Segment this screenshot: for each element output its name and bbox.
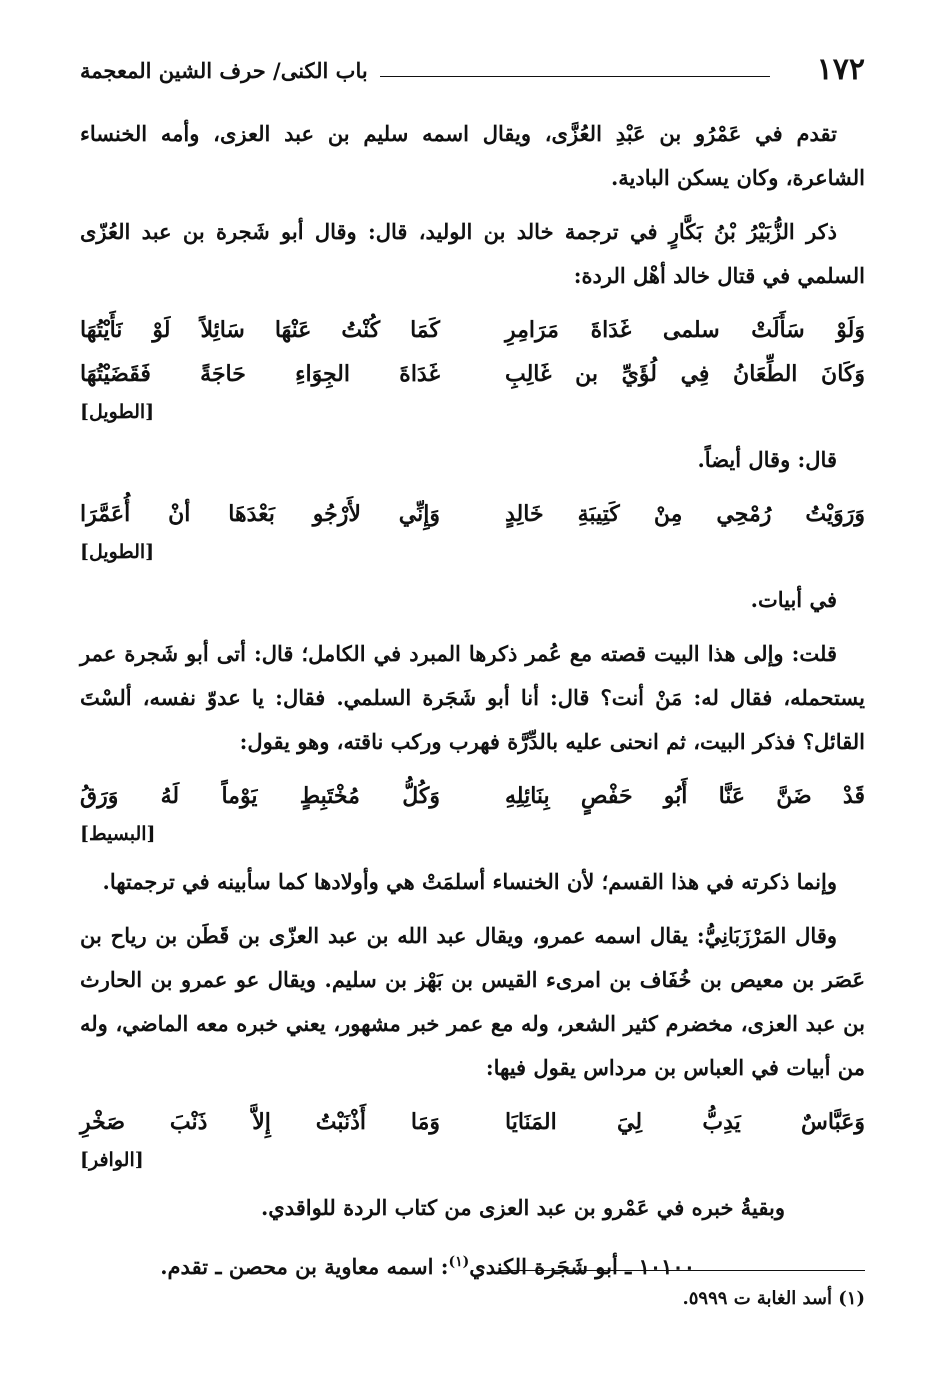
meter-label: [الطويل] bbox=[80, 541, 155, 563]
entry-name: أبو شَجَرة الكندي bbox=[469, 1254, 618, 1279]
verse-line bbox=[80, 352, 865, 396]
verse-first-hemistich: وَكَانَ الطِّعَانُ فِي لُؤَيِّ بن غَالِبِ bbox=[505, 361, 865, 387]
paragraph: وبقيةُ خبره في عَمْرو بن عبد العزى من كتاب الردة للواقدي. bbox=[260, 1195, 785, 1220]
paragraph: في أبيات. bbox=[750, 587, 837, 612]
paragraph: قلت: وإلى هذا البيت قصته مع عُمر ذكرها المبرد في الكامل؛ قال: أتى أبو شَجرة عمر يستحمله، فقال له: مَنْ أنت؟ قال: أنا أبو شَجَرة السلمي. فقال: يا عدوّ نفسه، ألسْتَ القائل؟ فذكر البيت، ثم انحنى عليه بالدِّرَّة فهرب وركب ناقته، وهو يقول: bbox=[80, 641, 865, 754]
verse-line bbox=[80, 1100, 865, 1144]
paragraph: تقدم في عَمْرُو بن عَبْدِ العُزَّى، ويقال اسمه سليم بن عبد العزى، وأمه الخنساء الشاعرة، وكان يسكن البادية. bbox=[80, 121, 865, 190]
verse-first-hemistich: وَعَبَّاسٌ يَدِبُّ لِيَ المَنَايَا bbox=[505, 1109, 865, 1135]
verse-first-hemistich: قَدْ ضَنَّ عَنَّا أَبُو حَفْصٍ بِنَائِلِهِ bbox=[505, 783, 865, 809]
paragraph: وإنما ذكرته في هذا القسم؛ لأن الخنساء أسلمَتْ هي وأولادها كما سأبينه في ترجمتها. bbox=[102, 869, 837, 894]
paragraph: وقال المَرْزَبَانِيُّ: يقال اسمه عمرو، ويقال عبد الله بن عبد العزّى بن قَطَن بن رياح بن عَصَر بن معيص بن خُفَاف بن امرىء القيس بن بَهْز بن سليم. ويقال عو عمرو بن الحارث بن عبد العزى، مخضرم كثير الشعر، وله مع عمر خبر مشهور، يعني خبره معه الماضي، وله من أبيات في العباس بن مرداس يقول فيها: bbox=[80, 923, 865, 1080]
verse-second-hemistich: وَمَا أَذْنَبْتُ إِلاَّ ذَنْبَ صَخْرِ bbox=[80, 1109, 440, 1135]
verse-line bbox=[80, 308, 865, 352]
verse-second-hemistich: وَكُلُّ مُخْتَبِطٍ يَوْماً لَهُ وَرَقُ bbox=[80, 783, 440, 809]
paragraph: قال: وقال أيضاً. bbox=[697, 447, 837, 472]
page-number: ١٧٢ bbox=[816, 52, 865, 87]
biography-entry bbox=[80, 1240, 865, 1289]
meter-label: [البسيط] bbox=[80, 823, 156, 845]
entry-number: ١٠١٠٠ ـ bbox=[625, 1254, 695, 1279]
verse-line bbox=[80, 492, 865, 536]
page-header bbox=[80, 52, 865, 92]
verse-second-hemistich: وَإِنِّي لأَرْجُو بَعْدَهَا أنْ أُعَمَّرَا bbox=[80, 501, 440, 527]
page-body bbox=[80, 112, 865, 1289]
running-title: باب الكنى/ حرف الشين المعجمة bbox=[80, 58, 368, 83]
meter-label: [الطويل] bbox=[80, 401, 155, 423]
verse-first-hemistich: وَرَوَيْتُ رُمْحِي مِنْ كَتِيبَةِ خَالِدٍ bbox=[505, 501, 865, 527]
footnote-separator bbox=[500, 1270, 865, 1271]
footnote: (١) أسد الغابة ت ٥٩٩٩. bbox=[682, 1288, 865, 1309]
entry-text: : اسمه معاوية بن محصن ـ تقدم. bbox=[160, 1254, 449, 1279]
verse-second-hemistich: كَمَا كُنْتُ عَنْهَا سَائِلاً لَوْ نَأَيْتُهَا bbox=[80, 317, 440, 343]
meter-label: [الوافر] bbox=[80, 1149, 144, 1171]
verse-first-hemistich: وَلَوْ سَأَلَتْ سلمى غَدَاةَ مَرَامِرِ bbox=[505, 317, 865, 343]
header-rule bbox=[380, 76, 770, 77]
footnote-reference: (١) bbox=[448, 1254, 470, 1270]
verse-second-hemistich: غَدَاةَ الجِوَاءِ حَاجَةً فَقَضَيْتُهَا bbox=[80, 361, 440, 387]
verse-line bbox=[80, 774, 865, 818]
paragraph: ذكر الزُّبَيْرُ بْنُ بَكَّارٍ في ترجمة خالد بن الوليد، قال: وقال أبو شَجرة بن عبد العُزّى السلمي في قتال خالد أهْل الردة: bbox=[80, 219, 865, 288]
